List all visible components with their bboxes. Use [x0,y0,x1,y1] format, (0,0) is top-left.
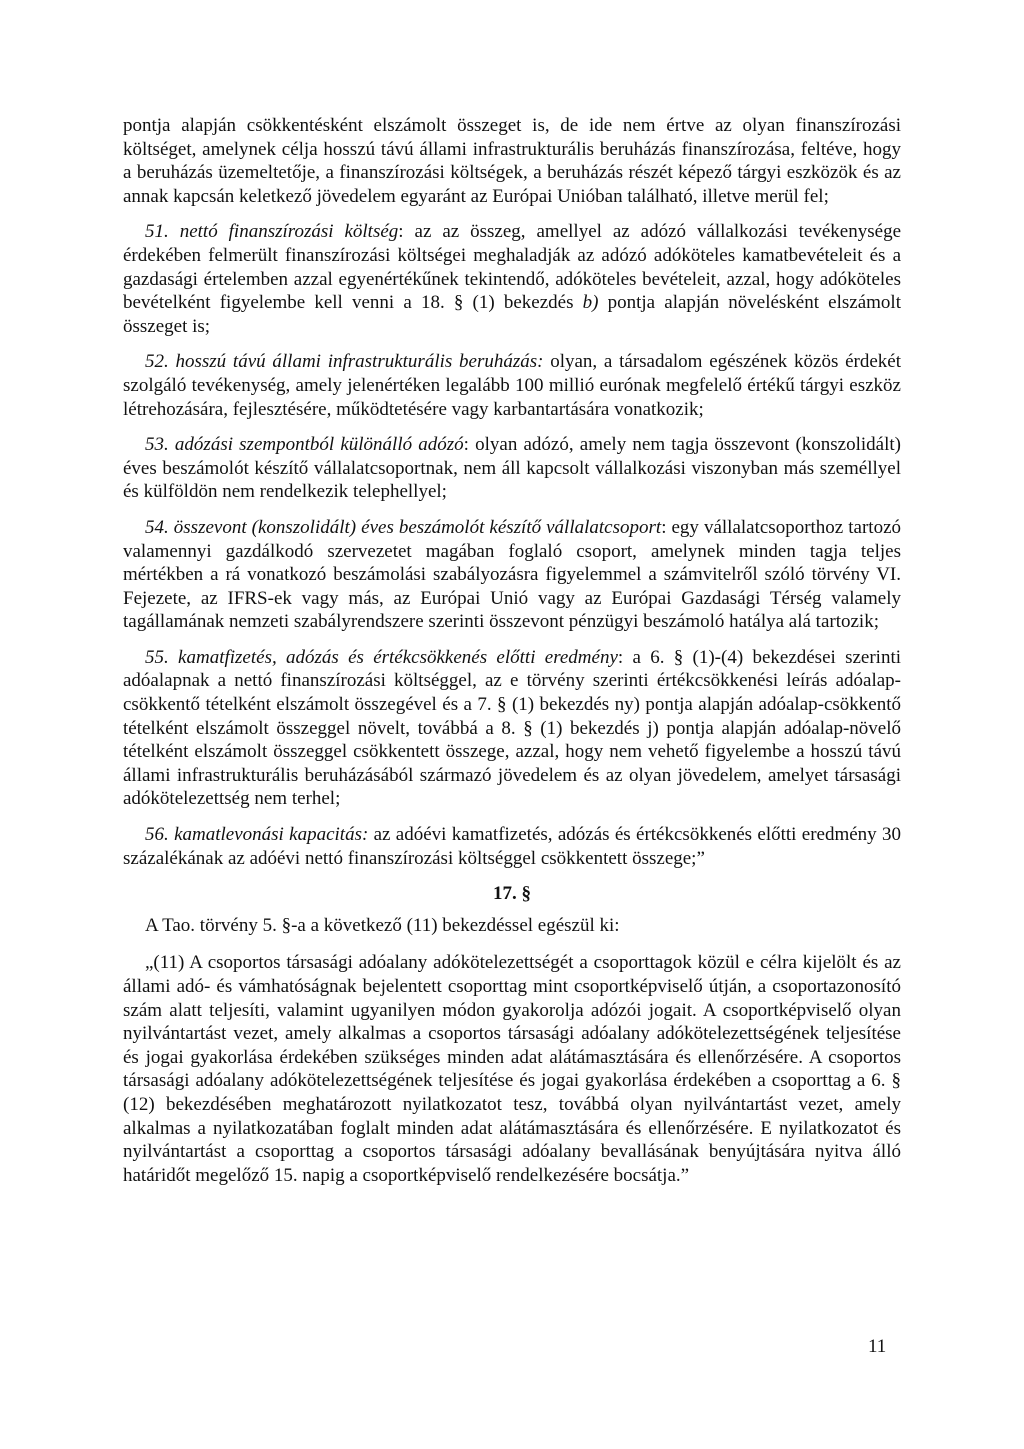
definition-number: 52. [145,351,169,373]
definition-text-tail: pontja alapján növelésként elszámolt összeget is; [123,292,901,337]
definition-term: kamatlevonási kapacitás: [174,824,369,846]
definition-term: nettó finanszírozási költség [179,221,399,243]
definition-text: : az az összeg, amellyel az adózó vállalkozási tevékenysége érdekében felmerült finanszírozási költségei meghaladják az adózó adóköteles kamatbevételeit és a gazdasági értelemben azzal egyenértékűnek tekintendő, adóköteles bevételeit, azzal, hogy adóköteles bevételként figyelembe kell venni a 18. § (1) bekezdés [123,221,901,314]
definition-text: : a 6. § (1)-(4) bekezdései szerinti adóalapnak a nettó finanszírozási költséggel, az e törvény szerinti értékcsökkenési leírás adóalap-csökkentő tételként elszámolt összegével és a 7. § (1) bekezdés ny) pontja alapján adóalap-csökkentő tételként elszámolt összeggel növelt, továbbá a 8. § (1) bekezdés j) pontja alapján adóalap-növelő tételként elszámolt összeggel csökkentett összege, azzal, hogy nem vehető figyelembe a hosszú távú állami infrastrukturális beruházásából származó jövedelem és az olyan jövedelem, amelyet társasági adókötelezettség nem terhel; [123,646,902,810]
definition-51 [123,220,901,338]
definition-term: kamatfizetés, adózás és értékcsökkenés előtti eredmény [178,646,618,668]
definition-number: 53. [145,434,169,456]
page-number: 11 [868,1336,887,1357]
definition-56 [123,823,901,870]
definition-55 [123,646,901,811]
quoted-paragraph: „(11) A csoportos társasági adóalany adókötelezettségét a csoporttagok közül e célra kijelölt és az állami adó- és vámhatóságnak bejelentett csoporttag mint csoportképviselő útján, a csoportazonosító szám alatt teljesíti, valamint ugyanilyen módon gyakorolja adózói jogait. A csoportképviselő olyan nyilvántartást vezet, amely alkalmas a csoportos társasági adóalany adókötelezettségének teljesítése és jogai gyakorlása érdekében szükséges minden adat alátámasztására és ellenőrzésére. A csoportos társasági adóalany adókötelezettségének teljesítése és jogai gyakorlása érdekében a csoporttag a 6. § (12) bekezdésében meghatározott nyilatkozatot tesz, továbbá olyan nyilvántartást vezet, amely alkalmas a nyilatkozatában foglalt minden adat alátámasztására és ellenőrzésére. E nyilatkozatot és nyilvántartást a csoporttag a csoportos társasági adóalany bevallásának benyújtására nyitva álló határidőt megelőző 15. napig a csoportképviselő rendelkezésére bocsátja.” [123,952,901,1186]
definition-number: 55. [145,646,169,668]
definition-52 [123,350,901,421]
definition-text: : olyan adózó, amely nem tagja összevont (konszolidált) éves beszámolót készítő vállalatcsoportnak, nem áll kapcsolt vállalkozási viszonyban más személlyel és külföldön nem rendelkezik telephellyel; [123,434,901,503]
definition-term: hosszú távú állami infrastrukturális beruházás: [175,351,544,373]
section-heading: 17. § [493,883,531,905]
definition-text: olyan, a társadalom egészének közös érdekét szolgáló tevékenység, amely jelenértéken legalább 100 millió eurónak megfelelő értékű tárgyi eszköz létrehozására, fejlesztésére, működtetésére vagy karbantartására vonatkozik; [123,351,901,420]
definition-term: összevont (konszolidált) éves beszámolót készítő vállalatcsoport [173,516,662,538]
definition-number: 56. [145,824,169,846]
definition-term: adózási szempontból különálló adózó [174,434,464,456]
document-page [123,114,901,1199]
definition-53 [123,433,901,504]
definition-number: 51. [145,221,169,243]
definition-text-italic: b) [582,292,599,314]
definition-number: 54. [145,516,169,538]
amendment-intro: A Tao. törvény 5. §-a a következő (11) bekezdéssel egészül ki: [145,914,620,936]
definition-text: : egy vállalatcsoporthoz tartozó valamennyi gazdálkodó szervezetet magában foglaló csoport, amelynek minden tagja teljes mértékben a rá vonatkozó beszámolási szabályozásra figyelemmel a számvitelről szóló törvény VI. Fejezete, az IFRS-ek vagy más, az Európai Unió vagy az Európai Gazdasági Térség valamely tagállamának nemzeti szabályrendszere szerinti összevont pénzügyi beszámoló hatálya alá tartozik; [123,516,902,633]
definition-text: az adóévi kamatfizetés, adózás és értékcsökkenés előtti eredmény 30 százalékának az adóévi nettó finanszírozási költséggel csökkentett összege;” [123,824,901,869]
continuation-paragraph: pontja alapján csökkentésként elszámolt összeget is, de ide nem értve az olyan finanszírozási költséget, amelynek célja hosszú távú állami infrastrukturális beruházás finanszírozása, feltéve, hogy a beruházás üzemeltetője, a finanszírozási költségek, a beruházás részét képező tárgyi eszközök és az annak kapcsán keletkező jövedelem egyaránt az Európai Unióban található, illetve merül fel; [123,115,901,207]
definition-54 [123,516,901,634]
